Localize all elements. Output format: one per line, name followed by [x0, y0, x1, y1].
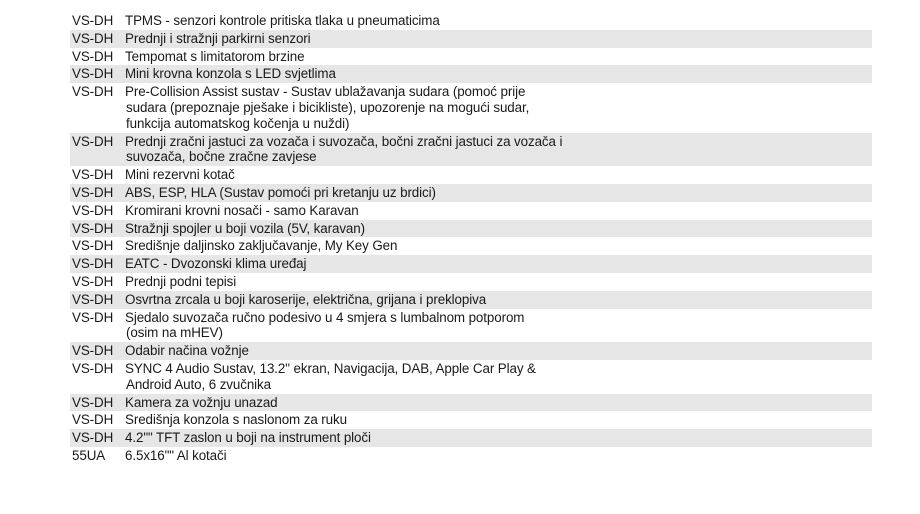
option-code: VS-DH — [72, 167, 114, 183]
description-line: Android Auto, 6 zvučnika — [126, 376, 271, 392]
description-line: (osim na mHEV) — [126, 325, 223, 341]
option-description — [125, 395, 872, 411]
list-item — [70, 255, 872, 273]
description-line: 6.5x16"" Al kotači — [125, 447, 227, 463]
option-code: VS-DH — [72, 291, 114, 307]
list-item — [70, 342, 872, 360]
description-line: Odabir načina vožnje — [125, 343, 249, 359]
description-line: EATC - Dvozonski klima uređaj — [125, 256, 307, 272]
description-line: Osvrtna zrcala u boji karoserije, električna, grijana i preklopiva — [125, 291, 487, 307]
list-item — [70, 166, 872, 184]
option-description — [125, 13, 872, 29]
list-item — [70, 220, 872, 238]
description-line: Prednji zračni jastuci za vozača i suvozača, bočni zračni jastuci za vozača i — [125, 133, 563, 149]
description-line: ABS, ESP, HLA (Sustav pomoći pri kretanju uz brdici) — [125, 184, 436, 200]
option-description — [125, 185, 872, 201]
option-code: VS-DH — [72, 184, 114, 200]
description-line: SYNC 4 Audio Sustav, 13.2" ekran, Navigacija, DAB, Apple Car Play & — [125, 360, 536, 376]
list-item — [70, 360, 872, 394]
option-code: VS-DH — [72, 133, 114, 149]
list-item — [70, 65, 872, 83]
option-description — [125, 238, 872, 254]
option-description — [125, 167, 872, 183]
list-item — [70, 133, 872, 167]
option-description — [125, 203, 872, 219]
option-code: VS-DH — [72, 430, 114, 446]
option-code: VS-DH — [72, 309, 114, 325]
list-item — [70, 48, 872, 66]
option-code: VS-DH — [72, 30, 114, 46]
option-code: VS-DH — [72, 412, 114, 428]
description-line: sudara (prepoznaje pješake i bicikliste), upozorenje na mogući sudar, — [126, 99, 530, 115]
description-line: Stražnji spojler u boji vozila (5V, karavan) — [125, 220, 365, 236]
option-code: VS-DH — [72, 84, 114, 100]
option-description — [125, 412, 872, 428]
option-code: VS-DH — [72, 238, 114, 254]
option-description — [125, 31, 872, 47]
list-item — [70, 411, 872, 429]
list-item — [70, 291, 872, 309]
list-item — [70, 83, 872, 132]
description-line: Tempomat s limitatorom brzine — [125, 48, 305, 64]
option-code: VS-DH — [72, 202, 114, 218]
list-item — [70, 202, 872, 220]
list-item — [70, 237, 872, 255]
option-code: VS-DH — [72, 360, 114, 376]
option-code: VS-DH — [72, 66, 114, 82]
description-line: Središnje daljinsko zaključavanje, My Key Gen — [125, 238, 398, 254]
option-description — [125, 256, 872, 272]
option-description — [125, 361, 872, 393]
option-description — [125, 49, 872, 65]
description-line: funkcija automatskog kočenja u nuždi) — [126, 115, 350, 131]
list-item — [70, 273, 872, 291]
list-item — [70, 429, 872, 447]
description-line: Pre-Collision Assist sustav - Sustav ublažavanja sudara (pomoć prije — [125, 84, 526, 100]
option-description — [125, 66, 872, 82]
description-line: Mini rezervni kotač — [125, 167, 235, 183]
description-line: suvozača, bočne zračne zavjese — [126, 149, 317, 165]
option-code: VS-DH — [72, 220, 114, 236]
option-description — [125, 310, 872, 342]
description-line: Kamera za vožnju unazad — [125, 394, 278, 410]
option-description — [125, 221, 872, 237]
description-line: Mini krovna konzola s LED svjetlima — [125, 66, 336, 82]
option-code: VS-DH — [72, 48, 114, 64]
option-code: VS-DH — [72, 273, 114, 289]
option-code: VS-DH — [72, 256, 114, 272]
list-item — [70, 30, 872, 48]
option-code: VS-DH — [72, 13, 114, 28]
option-description — [125, 448, 872, 464]
option-code: VS-DH — [72, 394, 114, 410]
option-description — [125, 134, 872, 166]
list-item — [70, 309, 872, 343]
list-item — [70, 12, 872, 30]
option-description — [125, 292, 872, 308]
description-line: Središnja konzola s naslonom za ruku — [125, 412, 347, 428]
option-description — [125, 343, 872, 359]
description-line: 4.2"" TFT zaslon u boji na instrument ploči — [125, 430, 371, 446]
description-line: Prednji i stražnji parkirni senzori — [125, 30, 311, 46]
option-description — [125, 274, 872, 290]
option-description — [125, 430, 872, 446]
description-line: TPMS - senzori kontrole pritiska tlaka u pneumaticima — [125, 13, 440, 28]
description-line: Kromirani krovni nosači - samo Karavan — [125, 202, 359, 218]
list-item — [70, 447, 872, 465]
option-description — [125, 84, 872, 131]
option-code: VS-DH — [72, 343, 114, 359]
description-line: Sjedalo suvozača ručno podesivo u 4 smjera s lumbalnom potporom — [125, 309, 525, 325]
equipment-list — [70, 12, 872, 465]
description-line: Prednji podni tepisi — [125, 273, 237, 289]
list-item — [70, 184, 872, 202]
option-code: 55UA — [72, 447, 106, 463]
list-item — [70, 394, 872, 412]
